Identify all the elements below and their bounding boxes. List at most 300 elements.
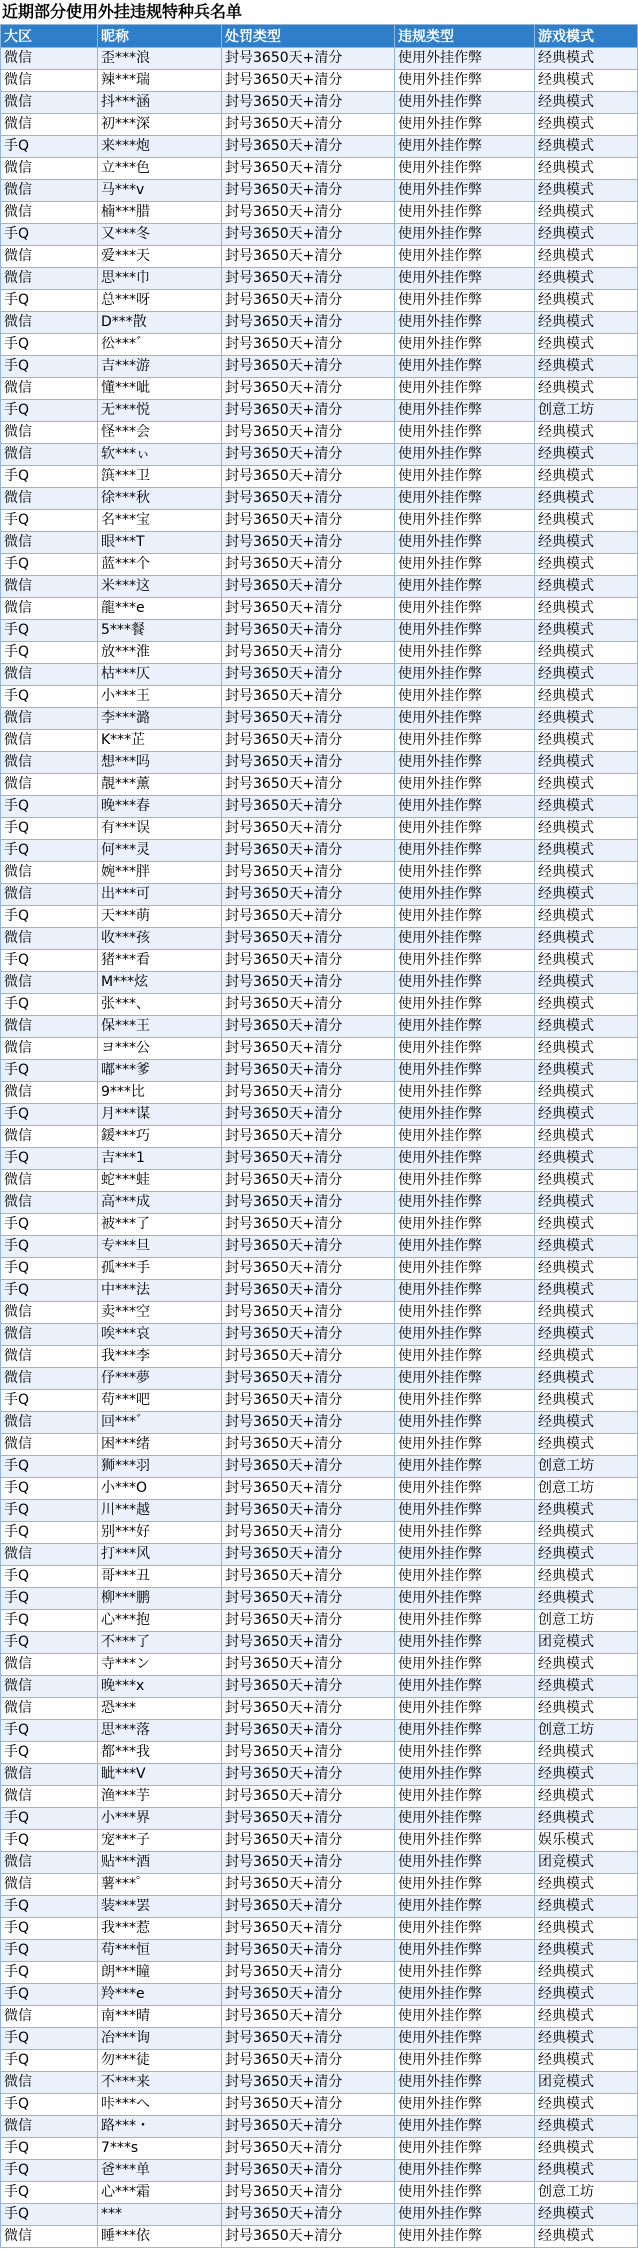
violation-type-cell: 使用外挂作弊 [395, 422, 535, 444]
game-mode-cell: 经典模式 [535, 1786, 638, 1808]
region-cell: 手Q [1, 1280, 98, 1302]
nickname-cell: 别***好 [98, 1522, 222, 1544]
nickname-cell: 嘟***爹 [98, 1060, 222, 1082]
violation-type-cell: 使用外挂作弊 [395, 1236, 535, 1258]
nickname-cell: 猪***看 [98, 950, 222, 972]
violation-type-cell: 使用外挂作弊 [395, 1676, 535, 1698]
game-mode-cell: 经典模式 [535, 1126, 638, 1148]
game-mode-cell: 经典模式 [535, 1060, 638, 1082]
table-row [1, 1478, 638, 1500]
penalty-type-cell: 封号3650天+清分 [222, 2226, 395, 2248]
table-row [1, 840, 638, 862]
region-cell: 微信 [1, 1170, 98, 1192]
penalty-type-cell: 封号3650天+清分 [222, 334, 395, 356]
game-mode-cell: 经典模式 [535, 1874, 638, 1896]
region-cell: 微信 [1, 312, 98, 334]
header-game-mode: 游戏模式 [535, 25, 638, 48]
nickname-cell: 总***呀 [98, 290, 222, 312]
violation-type-cell: 使用外挂作弊 [395, 1434, 535, 1456]
region-cell: 微信 [1, 928, 98, 950]
violation-type-cell: 使用外挂作弊 [395, 1016, 535, 1038]
game-mode-cell: 经典模式 [535, 884, 638, 906]
table-row [1, 1918, 638, 1940]
region-cell: 微信 [1, 972, 98, 994]
nickname-cell: 龍***e [98, 598, 222, 620]
penalty-type-cell: 封号3650天+清分 [222, 2050, 395, 2072]
game-mode-cell: 经典模式 [535, 1148, 638, 1170]
game-mode-cell: 经典模式 [535, 1236, 638, 1258]
penalty-type-cell: 封号3650天+清分 [222, 1060, 395, 1082]
violation-type-cell: 使用外挂作弊 [395, 532, 535, 554]
nickname-cell: 川***越 [98, 1500, 222, 1522]
violation-type-cell: 使用外挂作弊 [395, 136, 535, 158]
nickname-cell: 软***ぃ [98, 444, 222, 466]
game-mode-cell: 团竞模式 [535, 1852, 638, 1874]
table-row [1, 334, 638, 356]
region-cell: 微信 [1, 1126, 98, 1148]
table-row [1, 1302, 638, 1324]
violation-type-cell: 使用外挂作弊 [395, 268, 535, 290]
penalty-type-cell: 封号3650天+清分 [222, 1456, 395, 1478]
nickname-cell: 放***淮 [98, 642, 222, 664]
game-mode-cell: 经典模式 [535, 2204, 638, 2226]
table-row [1, 664, 638, 686]
region-cell: 手Q [1, 1214, 98, 1236]
region-cell: 微信 [1, 862, 98, 884]
region-cell: 手Q [1, 1588, 98, 1610]
penalty-type-cell: 封号3650天+清分 [222, 1038, 395, 1060]
table-row [1, 1060, 638, 1082]
table-row [1, 972, 638, 994]
violation-type-cell: 使用外挂作弊 [395, 1566, 535, 1588]
table-row [1, 180, 638, 202]
region-cell: 微信 [1, 1698, 98, 1720]
violation-type-cell: 使用外挂作弊 [395, 1390, 535, 1412]
game-mode-cell: 经典模式 [535, 2028, 638, 2050]
penalty-type-cell: 封号3650天+清分 [222, 1368, 395, 1390]
violation-type-cell: 使用外挂作弊 [395, 1698, 535, 1720]
region-cell: 手Q [1, 840, 98, 862]
region-cell: 手Q [1, 1962, 98, 1984]
table-row [1, 1192, 638, 1214]
violation-type-cell: 使用外挂作弊 [395, 1412, 535, 1434]
violation-type-cell: 使用外挂作弊 [395, 1720, 535, 1742]
nickname-cell: 心***抱 [98, 1610, 222, 1632]
violation-type-cell: 使用外挂作弊 [395, 730, 535, 752]
penalty-type-cell: 封号3650天+清分 [222, 1984, 395, 2006]
nickname-cell: 不***来 [98, 2072, 222, 2094]
penalty-type-cell: 封号3650天+清分 [222, 2138, 395, 2160]
violation-type-cell: 使用外挂作弊 [395, 642, 535, 664]
nickname-cell: 薯***゜ [98, 1874, 222, 1896]
penalty-type-cell: 封号3650天+清分 [222, 1082, 395, 1104]
game-mode-cell: 经典模式 [535, 1214, 638, 1236]
table-row [1, 1214, 638, 1236]
table-row [1, 1676, 638, 1698]
game-mode-cell: 经典模式 [535, 532, 638, 554]
nickname-cell: 张***、 [98, 994, 222, 1016]
violation-type-cell: 使用外挂作弊 [395, 1896, 535, 1918]
penalty-type-cell: 封号3650天+清分 [222, 246, 395, 268]
table-row [1, 246, 638, 268]
table-row [1, 2094, 638, 2116]
nickname-cell: 名***宝 [98, 510, 222, 532]
region-cell: 手Q [1, 1610, 98, 1632]
table-row [1, 862, 638, 884]
nickname-cell: 卖***空 [98, 1302, 222, 1324]
penalty-type-cell: 封号3650天+清分 [222, 2006, 395, 2028]
game-mode-cell: 经典模式 [535, 1082, 638, 1104]
region-cell: 手Q [1, 642, 98, 664]
table-row [1, 2226, 638, 2248]
region-cell: 微信 [1, 180, 98, 202]
violation-type-cell: 使用外挂作弊 [395, 2028, 535, 2050]
region-cell: 微信 [1, 114, 98, 136]
violation-type-cell: 使用外挂作弊 [395, 1192, 535, 1214]
game-mode-cell: 经典模式 [535, 576, 638, 598]
penalty-type-cell: 封号3650天+清分 [222, 444, 395, 466]
penalty-type-cell: 封号3650天+清分 [222, 136, 395, 158]
table-row [1, 642, 638, 664]
game-mode-cell: 经典模式 [535, 1984, 638, 2006]
violation-type-cell: 使用外挂作弊 [395, 180, 535, 202]
violation-type-cell: 使用外挂作弊 [395, 818, 535, 840]
nickname-cell: 米***这 [98, 576, 222, 598]
table-row [1, 70, 638, 92]
violation-type-cell: 使用外挂作弊 [395, 70, 535, 92]
game-mode-cell: 团竞模式 [535, 1632, 638, 1654]
region-cell: 微信 [1, 1874, 98, 1896]
nickname-cell: 又***冬 [98, 224, 222, 246]
table-row [1, 466, 638, 488]
violation-type-cell: 使用外挂作弊 [395, 1258, 535, 1280]
game-mode-cell: 经典模式 [535, 1434, 638, 1456]
penalty-type-cell: 封号3650天+清分 [222, 840, 395, 862]
nickname-cell: 心***霜 [98, 2182, 222, 2204]
region-cell: 微信 [1, 1324, 98, 1346]
table-row [1, 1236, 638, 1258]
table-row [1, 554, 638, 576]
penalty-type-cell: 封号3650天+清分 [222, 1676, 395, 1698]
violation-type-cell: 使用外挂作弊 [395, 1522, 535, 1544]
penalty-type-cell: 封号3650天+清分 [222, 268, 395, 290]
table-row [1, 2050, 638, 2072]
region-cell: 微信 [1, 1192, 98, 1214]
table-row [1, 1764, 638, 1786]
penalty-type-cell: 封号3650天+清分 [222, 1214, 395, 1236]
game-mode-cell: 经典模式 [535, 1918, 638, 1940]
region-cell: 微信 [1, 1302, 98, 1324]
penalty-type-cell: 封号3650天+清分 [222, 1126, 395, 1148]
penalty-type-cell: 封号3650天+清分 [222, 510, 395, 532]
penalty-type-cell: 封号3650天+清分 [222, 730, 395, 752]
penalty-type-cell: 封号3650天+清分 [222, 1588, 395, 1610]
game-mode-cell: 经典模式 [535, 378, 638, 400]
penalty-type-cell: 封号3650天+清分 [222, 202, 395, 224]
region-cell: 手Q [1, 334, 98, 356]
nickname-cell: ヨ***公 [98, 1038, 222, 1060]
nickname-cell: 南***晴 [98, 2006, 222, 2028]
nickname-cell: 勿***徒 [98, 2050, 222, 2072]
nickname-cell: 5***餐 [98, 620, 222, 642]
game-mode-cell: 经典模式 [535, 1412, 638, 1434]
nickname-cell: 吉***1 [98, 1148, 222, 1170]
violation-type-cell: 使用外挂作弊 [395, 2204, 535, 2226]
violation-type-cell: 使用外挂作弊 [395, 576, 535, 598]
nickname-cell: 立***色 [98, 158, 222, 180]
table-row [1, 1148, 638, 1170]
table-row [1, 532, 638, 554]
game-mode-cell: 经典模式 [535, 136, 638, 158]
table-row [1, 1346, 638, 1368]
game-mode-cell: 经典模式 [535, 1302, 638, 1324]
violation-type-cell: 使用外挂作弊 [395, 1500, 535, 1522]
violation-type-cell: 使用外挂作弊 [395, 1280, 535, 1302]
table-row [1, 1830, 638, 1852]
region-cell: 手Q [1, 1720, 98, 1742]
game-mode-cell: 经典模式 [535, 1390, 638, 1412]
game-mode-cell: 经典模式 [535, 730, 638, 752]
penalty-type-cell: 封号3650天+清分 [222, 114, 395, 136]
penalty-type-cell: 封号3650天+清分 [222, 1544, 395, 1566]
violation-type-cell: 使用外挂作弊 [395, 2006, 535, 2028]
table-row [1, 1456, 638, 1478]
table-row [1, 488, 638, 510]
table-row [1, 928, 638, 950]
penalty-type-cell: 封号3650天+清分 [222, 1742, 395, 1764]
violation-type-cell: 使用外挂作弊 [395, 1126, 535, 1148]
violation-type-cell: 使用外挂作弊 [395, 1544, 535, 1566]
table-row [1, 576, 638, 598]
violation-type-cell: 使用外挂作弊 [395, 1984, 535, 2006]
table-row [1, 2072, 638, 2094]
nickname-cell: 鍰***巧 [98, 1126, 222, 1148]
nickname-cell: 宠***子 [98, 1830, 222, 1852]
game-mode-cell: 经典模式 [535, 356, 638, 378]
penalty-type-cell: 封号3650天+清分 [222, 1698, 395, 1720]
table-row [1, 796, 638, 818]
penalty-type-cell: 封号3650天+清分 [222, 774, 395, 796]
header-violation-type: 违规类型 [395, 25, 535, 48]
nickname-cell: 眦***V [98, 1764, 222, 1786]
game-mode-cell: 经典模式 [535, 1522, 638, 1544]
table-row [1, 1786, 638, 1808]
game-mode-cell: 经典模式 [535, 1104, 638, 1126]
game-mode-cell: 经典模式 [535, 92, 638, 114]
penalty-type-cell: 封号3650天+清分 [222, 1148, 395, 1170]
penalty-type-cell: 封号3650天+清分 [222, 1764, 395, 1786]
table-row [1, 114, 638, 136]
table-row [1, 400, 638, 422]
table-row [1, 422, 638, 444]
game-mode-cell: 经典模式 [535, 906, 638, 928]
nickname-cell: 婉***胖 [98, 862, 222, 884]
region-cell: 手Q [1, 356, 98, 378]
nickname-cell: 徐***秋 [98, 488, 222, 510]
region-cell: 微信 [1, 730, 98, 752]
region-cell: 微信 [1, 1544, 98, 1566]
table-row [1, 620, 638, 642]
game-mode-cell: 经典模式 [535, 290, 638, 312]
region-cell: 微信 [1, 268, 98, 290]
game-mode-cell: 经典模式 [535, 1962, 638, 1984]
violation-type-cell: 使用外挂作弊 [395, 598, 535, 620]
region-cell: 手Q [1, 290, 98, 312]
violation-type-cell: 使用外挂作弊 [395, 1830, 535, 1852]
nickname-cell: 咔***へ [98, 2094, 222, 2116]
game-mode-cell: 经典模式 [535, 180, 638, 202]
game-mode-cell: 经典模式 [535, 664, 638, 686]
table-row [1, 1390, 638, 1412]
violation-type-cell: 使用外挂作弊 [395, 202, 535, 224]
penalty-type-cell: 封号3650天+清分 [222, 532, 395, 554]
nickname-cell: 小***O [98, 1478, 222, 1500]
region-cell: 微信 [1, 488, 98, 510]
table-row [1, 1610, 638, 1632]
nickname-cell: 蛇***蛙 [98, 1170, 222, 1192]
penalty-type-cell: 封号3650天+清分 [222, 1720, 395, 1742]
penalty-type-cell: 封号3650天+清分 [222, 1962, 395, 1984]
table-row [1, 1522, 638, 1544]
penalty-type-cell: 封号3650天+清分 [222, 972, 395, 994]
violation-type-cell: 使用外挂作弊 [395, 2182, 535, 2204]
game-mode-cell: 经典模式 [535, 444, 638, 466]
region-cell: 手Q [1, 2138, 98, 2160]
region-cell: 微信 [1, 598, 98, 620]
nickname-cell: 被***了 [98, 1214, 222, 1236]
region-cell: 微信 [1, 444, 98, 466]
violation-type-cell: 使用外挂作弊 [395, 1104, 535, 1126]
table-row [1, 1720, 638, 1742]
region-cell: 手Q [1, 1808, 98, 1830]
violation-type-cell: 使用外挂作弊 [395, 1808, 535, 1830]
penalty-type-cell: 封号3650天+清分 [222, 290, 395, 312]
penalty-type-cell: 封号3650天+清分 [222, 158, 395, 180]
game-mode-cell: 经典模式 [535, 994, 638, 1016]
game-mode-cell: 创意工坊 [535, 1610, 638, 1632]
region-cell: 微信 [1, 1852, 98, 1874]
nickname-cell: 专***旦 [98, 1236, 222, 1258]
table-row [1, 1874, 638, 1896]
region-cell: 手Q [1, 136, 98, 158]
region-cell: 微信 [1, 774, 98, 796]
game-mode-cell: 经典模式 [535, 1038, 638, 1060]
region-cell: 微信 [1, 158, 98, 180]
violation-type-cell: 使用外挂作弊 [395, 862, 535, 884]
nickname-cell: 苟***恒 [98, 1940, 222, 1962]
region-cell: 手Q [1, 686, 98, 708]
penalty-type-cell: 封号3650天+清分 [222, 994, 395, 1016]
penalty-type-cell: 封号3650天+清分 [222, 576, 395, 598]
violation-type-cell: 使用外挂作弊 [395, 708, 535, 730]
region-cell: 微信 [1, 2072, 98, 2094]
game-mode-cell: 经典模式 [535, 268, 638, 290]
nickname-cell: 蓝***个 [98, 554, 222, 576]
game-mode-cell: 经典模式 [535, 1676, 638, 1698]
game-mode-cell: 经典模式 [535, 598, 638, 620]
region-cell: 微信 [1, 1346, 98, 1368]
table-row [1, 1104, 638, 1126]
region-cell: 手Q [1, 2160, 98, 2182]
nickname-cell: 歪***浪 [98, 48, 222, 70]
nickname-cell: 懂***呲 [98, 378, 222, 400]
table-row [1, 752, 638, 774]
game-mode-cell: 经典模式 [535, 972, 638, 994]
penalty-type-cell: 封号3650天+清分 [222, 1434, 395, 1456]
game-mode-cell: 经典模式 [535, 158, 638, 180]
violation-type-cell: 使用外挂作弊 [395, 1060, 535, 1082]
table-row [1, 598, 638, 620]
game-mode-cell: 经典模式 [535, 554, 638, 576]
violation-type-cell: 使用外挂作弊 [395, 510, 535, 532]
game-mode-cell: 经典模式 [535, 1588, 638, 1610]
violation-type-cell: 使用外挂作弊 [395, 1918, 535, 1940]
penalty-type-cell: 封号3650天+清分 [222, 1896, 395, 1918]
nickname-cell: 收***孩 [98, 928, 222, 950]
game-mode-cell: 创意工坊 [535, 1478, 638, 1500]
penalty-type-cell: 封号3650天+清分 [222, 312, 395, 334]
region-cell: 手Q [1, 1456, 98, 1478]
nickname-cell: 小***界 [98, 1808, 222, 1830]
violation-type-cell: 使用外挂作弊 [395, 1368, 535, 1390]
violation-type-cell: 使用外挂作弊 [395, 444, 535, 466]
violation-type-cell: 使用外挂作弊 [395, 246, 535, 268]
region-cell: 微信 [1, 1016, 98, 1038]
nickname-cell: 小***王 [98, 686, 222, 708]
table-row [1, 356, 638, 378]
table-row [1, 1984, 638, 2006]
table-row [1, 1016, 638, 1038]
nickname-cell: 苟***吧 [98, 1390, 222, 1412]
table-header-row [1, 25, 638, 48]
region-cell: 手Q [1, 1390, 98, 1412]
violation-type-cell: 使用外挂作弊 [395, 1082, 535, 1104]
violation-type-cell: 使用外挂作弊 [395, 312, 535, 334]
table-row [1, 950, 638, 972]
penalty-type-cell: 封号3650天+清分 [222, 906, 395, 928]
game-mode-cell: 经典模式 [535, 2226, 638, 2248]
penalty-type-cell: 封号3650天+清分 [222, 378, 395, 400]
penalty-type-cell: 封号3650天+清分 [222, 1236, 395, 1258]
game-mode-cell: 经典模式 [535, 620, 638, 642]
violation-type-cell: 使用外挂作弊 [395, 774, 535, 796]
game-mode-cell: 娱乐模式 [535, 1830, 638, 1852]
nickname-cell: 柳***鹏 [98, 1588, 222, 1610]
nickname-cell: 有***误 [98, 818, 222, 840]
table-row [1, 158, 638, 180]
nickname-cell: 抖***涵 [98, 92, 222, 114]
table-row [1, 1566, 638, 1588]
table-row [1, 2006, 638, 2028]
violation-type-cell: 使用外挂作弊 [395, 1852, 535, 1874]
violation-type-cell: 使用外挂作弊 [395, 1170, 535, 1192]
header-penalty-type: 处罚类型 [222, 25, 395, 48]
nickname-cell: 9***比 [98, 1082, 222, 1104]
violation-type-cell: 使用外挂作弊 [395, 2072, 535, 2094]
violation-type-cell: 使用外挂作弊 [395, 1478, 535, 1500]
penalty-type-cell: 封号3650天+清分 [222, 488, 395, 510]
nickname-cell: 天***萌 [98, 906, 222, 928]
region-cell: 微信 [1, 1786, 98, 1808]
table-row [1, 136, 638, 158]
region-cell: 手Q [1, 950, 98, 972]
nickname-cell: 打***风 [98, 1544, 222, 1566]
nickname-cell: 回***゛ [98, 1412, 222, 1434]
table-row [1, 2116, 638, 2138]
region-cell: 手Q [1, 1632, 98, 1654]
game-mode-cell: 创意工坊 [535, 400, 638, 422]
violation-type-cell: 使用外挂作弊 [395, 158, 535, 180]
